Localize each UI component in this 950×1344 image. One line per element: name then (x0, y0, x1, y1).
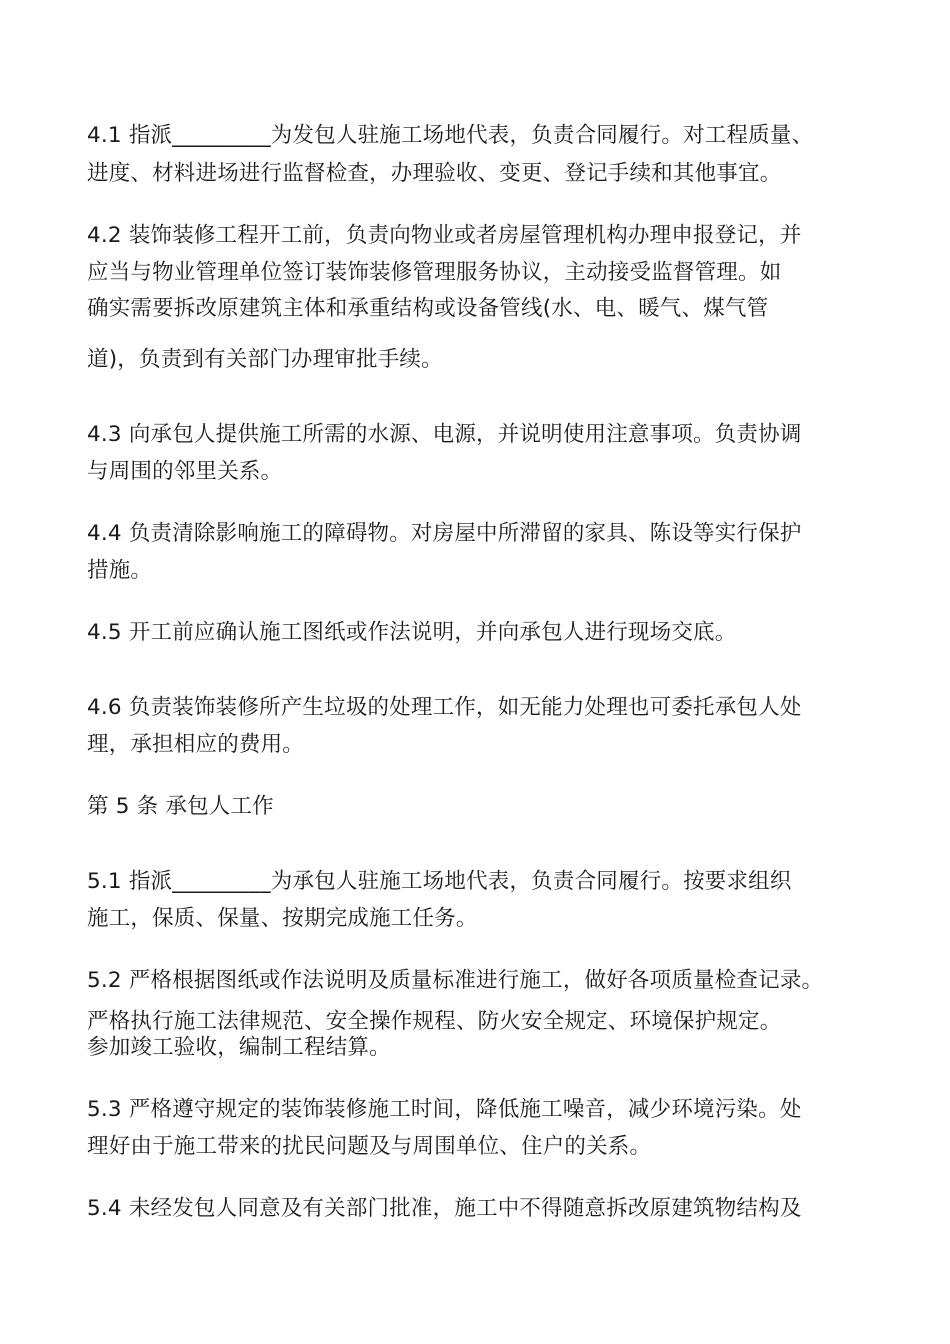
text-line: 5.4 未经发包人同意及有关部门批准，施工中不得随意拆改原建筑物结构及 (87, 1196, 802, 1221)
section-heading: 第 5 条 承包人工作 (87, 794, 274, 819)
text-line: 4.5 开工前应确认施工图纸或作法说明，并向承包人进行现场交底。 (87, 620, 737, 645)
text-line: 5.3 严格遵守规定的装饰装修施工时间，降低施工噪音，减少环境污染。处 (87, 1097, 802, 1122)
text-line: 4.1 指派_________为发包人驻施工场地代表，负责合同履行。对工程质量、 (87, 123, 814, 148)
text-line: 5.2 严格根据图纸或作法说明及质量标准进行施工，做好各项质量检查记录。 (87, 968, 824, 993)
text-line: 4.2 装饰装修工程开工前，负责向物业或者房屋管理机构办理申报登记，并 (87, 223, 802, 248)
text-line: 确实需要拆改原建筑主体和承重结构或设备管线(水、电、暖气、煤气管 (87, 296, 769, 321)
text-line: 道)，负责到有关部门办理审批手续。 (87, 347, 443, 372)
text-line: 措施。 (87, 558, 153, 583)
text-line: 理，承担相应的费用。 (87, 732, 305, 757)
text-line: 4.3 向承包人提供施工所需的水源、电源，并说明使用注意事项。负责协调 (87, 422, 802, 447)
text-line: 应当与物业管理单位签订装饰装修管理服务协议，主动接受监督管理。如 (87, 260, 782, 285)
text-line: 4.6 负责装饰装修所产生垃圾的处理工作，如无能力处理也可委托承包人处 (87, 695, 802, 720)
text-line: 进度、材料进场进行监督检查，办理验收、变更、登记手续和其他事宜。 (87, 161, 782, 186)
text-line: 施工，保质、保量、按期完成施工任务。 (87, 906, 478, 931)
text-line: 5.1 指派_________为承包人驻施工场地代表，负责合同履行。按要求组织 (87, 869, 792, 894)
text-line: 4.4 负责清除影响施工的障碍物。对房屋中所滞留的家具、陈设等实行保护 (87, 521, 802, 546)
text-line: 与周围的邻里关系。 (87, 459, 283, 484)
text-line: 参加竣工验收，编制工程结算。 (87, 1035, 391, 1060)
text-line: 理好由于施工带来的扰民问题及与周围单位、住户的关系。 (87, 1134, 652, 1159)
text-line: 严格执行施工法律规范、安全操作规程、防火安全规定、环境保护规定。 (87, 1009, 782, 1034)
